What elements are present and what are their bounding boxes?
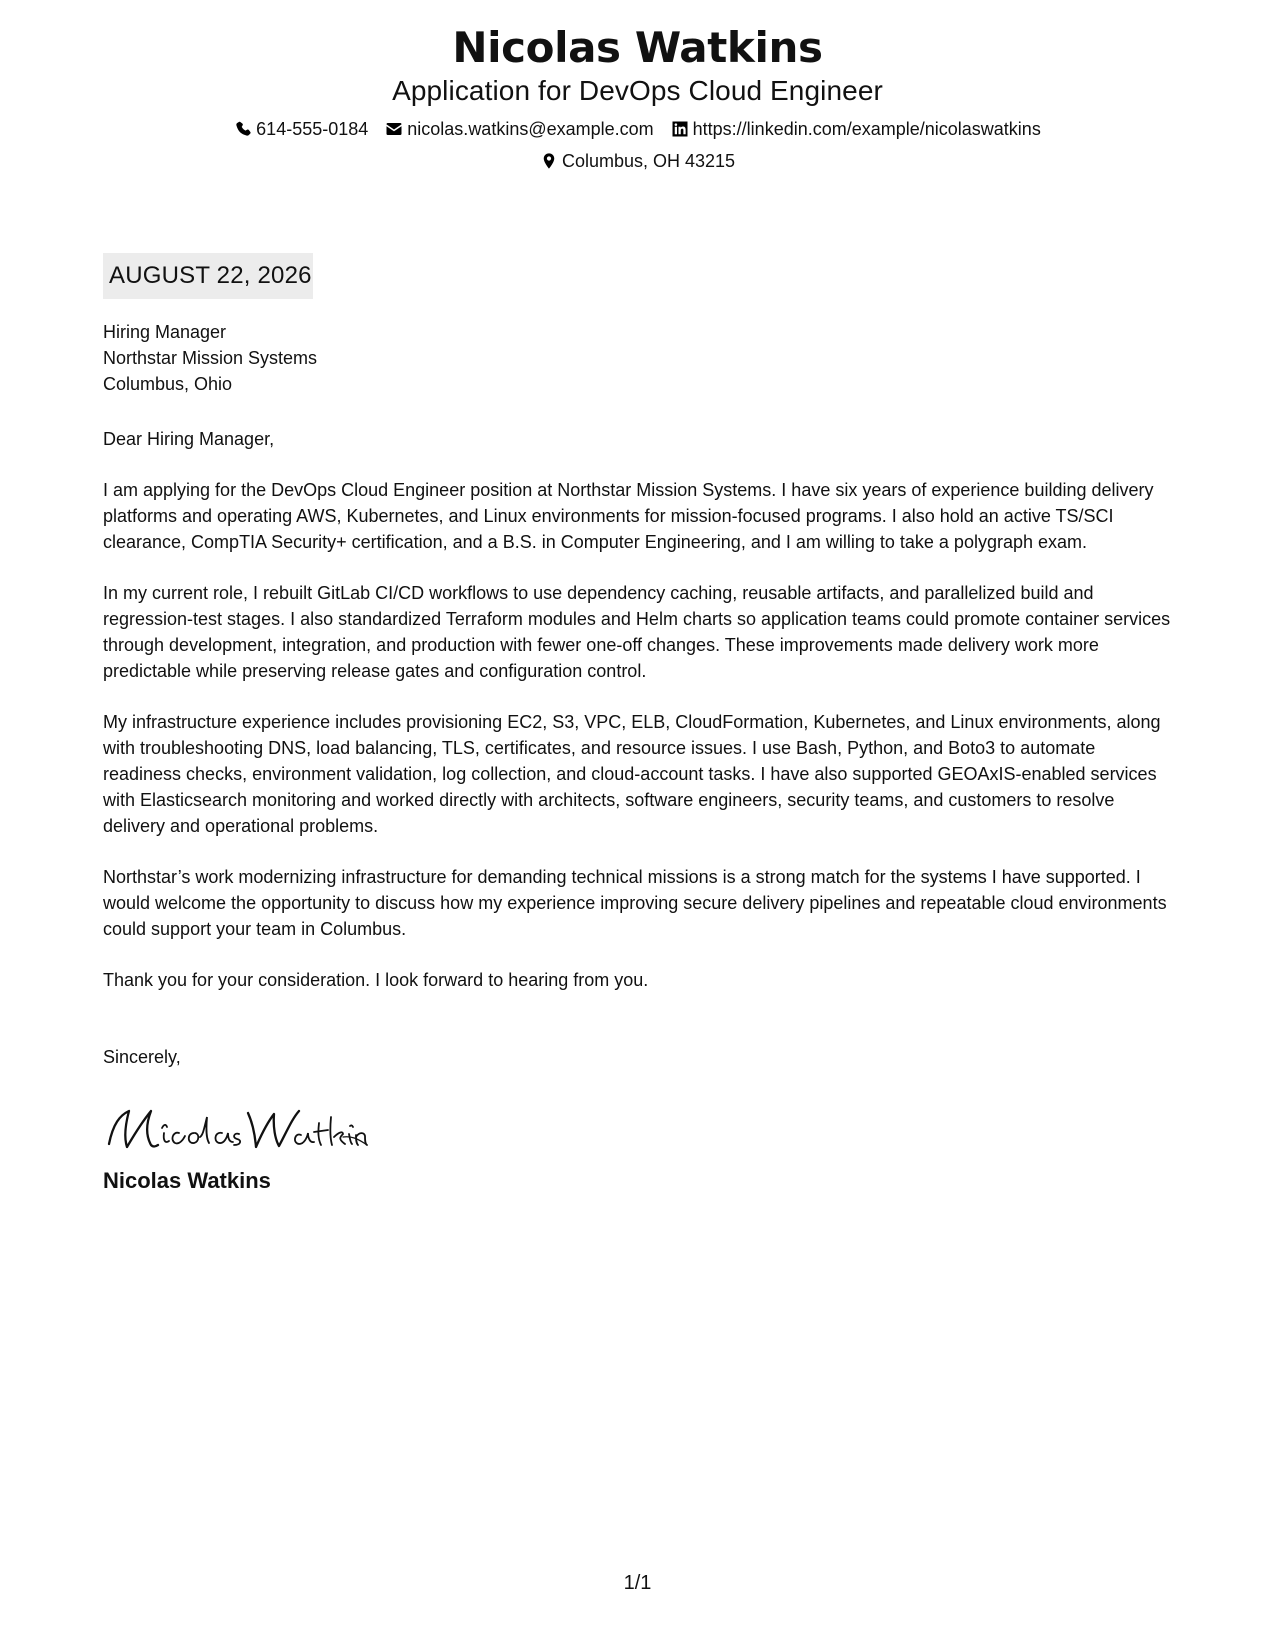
letter-header (0, 22, 1275, 173)
email-contact (385, 117, 653, 141)
location-contact (540, 149, 735, 173)
page-number: 1/1 (623, 1572, 652, 1594)
phone-icon (234, 120, 252, 138)
opening-paragraph: I am applying for the DevOps Cloud Engineer position at Northstar Mission Systems. I have six years of experience building delivery platforms and operating AWS, Kubernetes, and Linux environments for mission-focused programs. I also hold an active TS/SCI clearance, CompTIA Security+ certification, and a B.S. in Computer Engineering, and I am willing to take a polygraph exam. (103, 480, 1154, 552)
location-pin-icon (540, 152, 558, 170)
letter-date: AUGUST 22, 2026 (103, 253, 313, 299)
location-text: Columbus, OH 43215 (561, 151, 736, 171)
experience-paragraph: In my current role, I rebuilt GitLab CI/CD workflows to use dependency caching, reusable artifacts, and parallelized build and regression-test stages. I also standardized Terraform modules and Helm charts so application teams could promote container services through development, integration, and production with fewer one-off changes. These improvements made delivery work more predictable while preserving release gates and configuration control. (103, 583, 1171, 681)
salutation: Dear Hiring Manager, (103, 429, 275, 449)
contact-row-primary (0, 117, 1275, 141)
recipient-block (103, 319, 1173, 397)
linkedin-url: https://linkedin.com/example/nicolaswatkins (692, 119, 1041, 139)
recipient-title: Hiring Manager (103, 322, 227, 342)
applicant-name: Nicolas Watkins (452, 23, 823, 72)
application-title: Application for DevOps Cloud Engineer (392, 75, 883, 106)
contact-row-location (0, 149, 1275, 173)
closing-salutation: Sincerely, (103, 1047, 181, 1067)
phone-number: 614-555-0184 (256, 119, 369, 139)
recipient-company: Northstar Mission Systems (103, 348, 318, 368)
email-address: nicolas.watkins@example.com (407, 119, 654, 139)
closing-paragraph: Thank you for your consideration. I look forward to hearing from you. (103, 970, 649, 990)
linkedin-icon (671, 120, 689, 138)
company-fit-paragraph: Northstar’s work modernizing infrastructure for demanding technical missions is a strong match for the systems I have supported. I would welcome the opportunity to discuss how my experience improving secure delivery pipelines and repeatable cloud environments could support your team in Columbus. (103, 867, 1167, 939)
linkedin-contact (671, 117, 1041, 141)
signed-name: Nicolas Watkins (103, 1168, 271, 1193)
recipient-location: Columbus, Ohio (103, 374, 233, 394)
handwritten-signature (103, 1093, 368, 1163)
phone-contact (234, 117, 368, 141)
envelope-icon (385, 120, 403, 138)
letter-body (103, 253, 1173, 1195)
infrastructure-paragraph: My infrastructure experience includes provisioning EC2, S3, VPC, ELB, CloudFormation, Kubernetes, and Linux environments, along with troubleshooting DNS, load balancing, TLS, certificates, and resource issues. I use Bash, Python, and Boto3 to automate readiness checks, environment validation, log collection, and cloud-account tasks. I have also supported GEOAxIS-enabled services with Elasticsearch monitoring and worked directly with architects, software engineers, security teams, and customers to resolve delivery and operational problems. (103, 712, 1161, 836)
